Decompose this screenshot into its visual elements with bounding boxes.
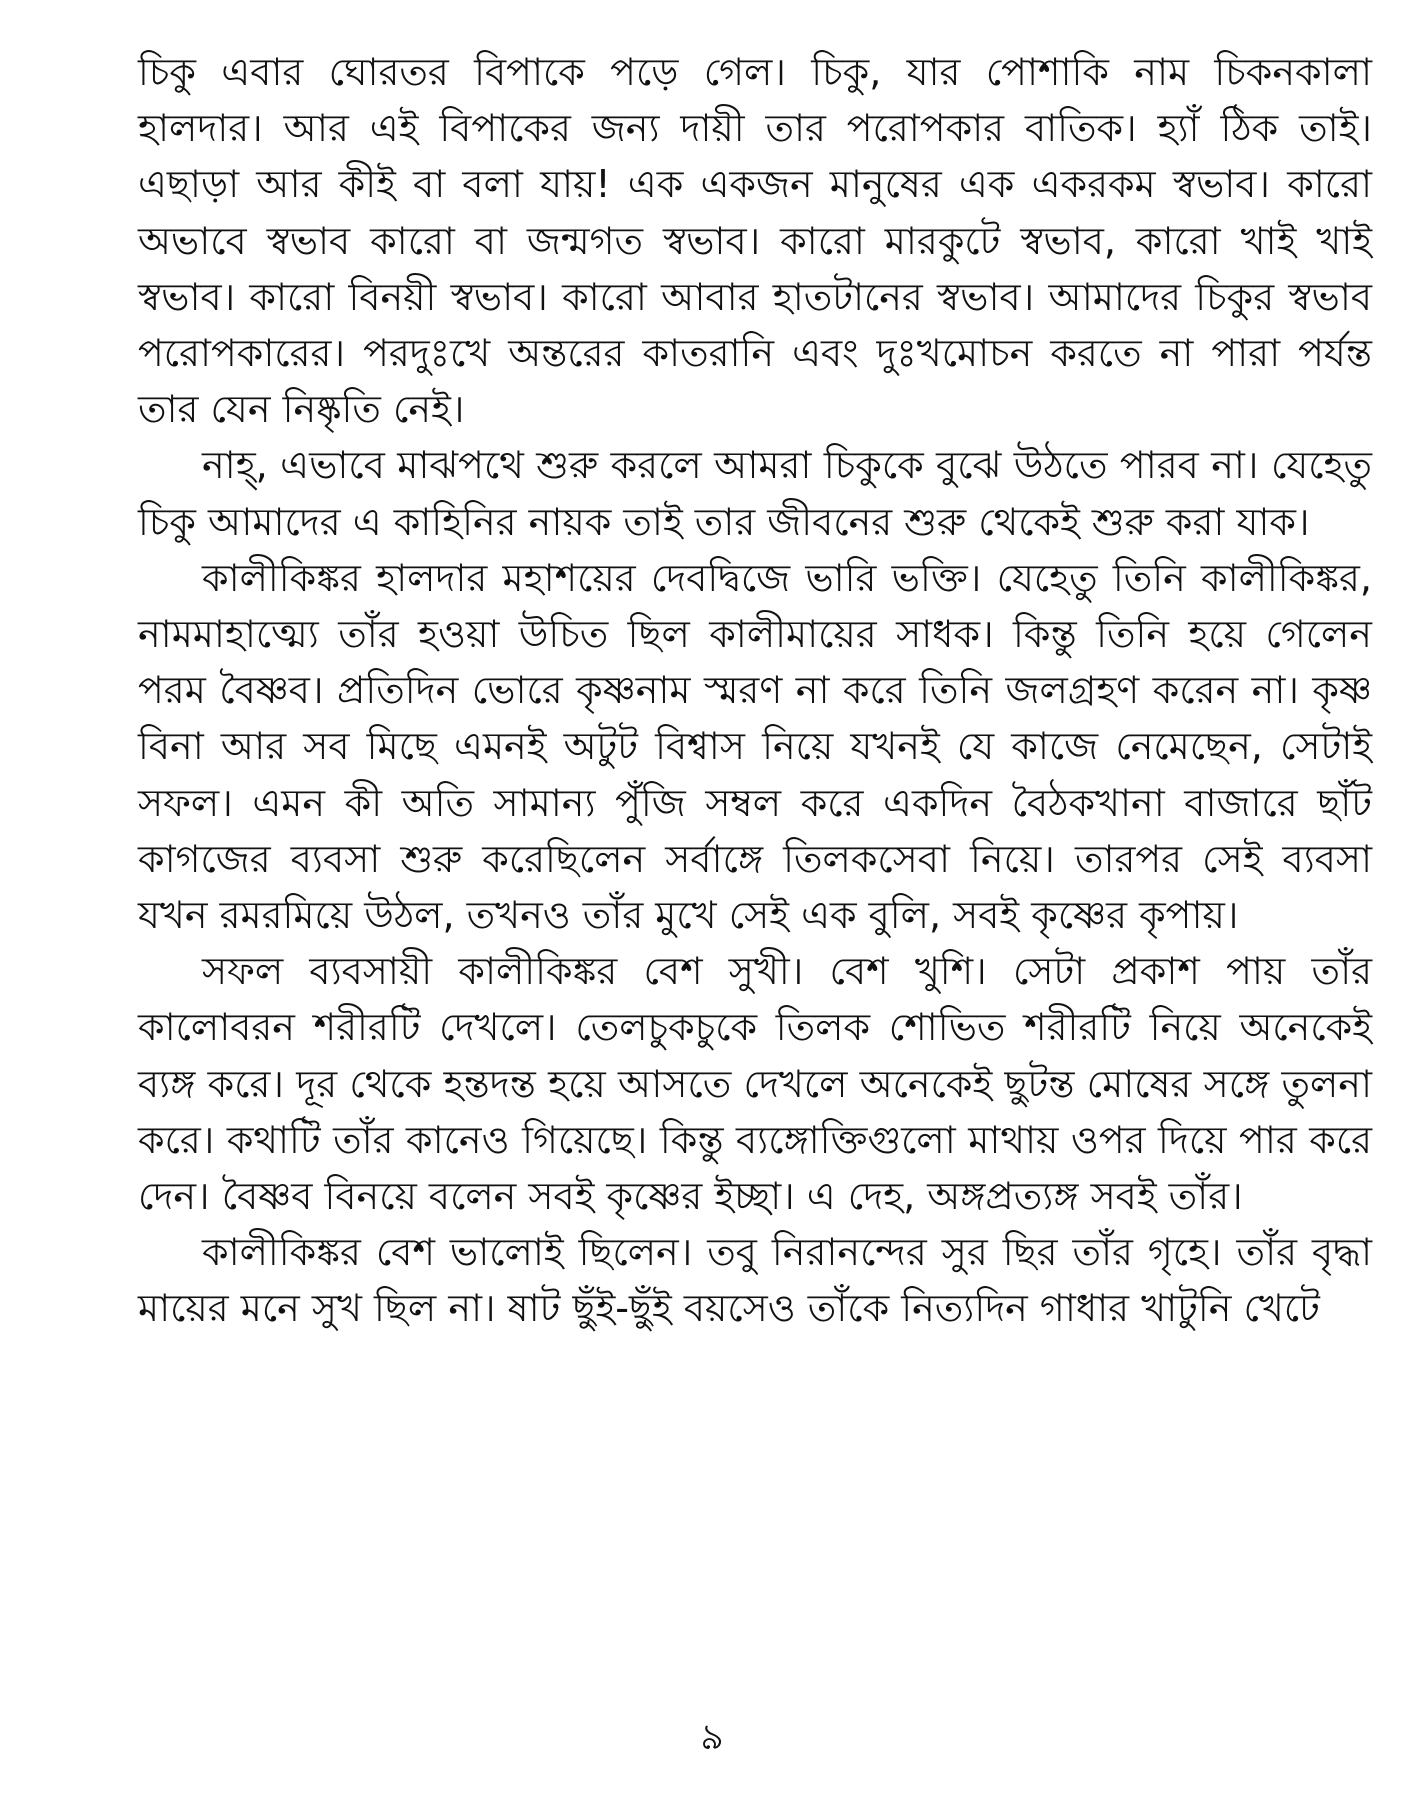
paragraph-1: চিকু এবার ঘোরতর বিপাকে পড়ে গেল। চিকু, যার পোশাকি নাম চিকনকালা হালদার। আর এই বিপাকের জন্য দায়ী তার পরোপকার বাতিক। হ্যাঁ ঠিক তাই। এছাড়া আর কীই বা বলা যায়! এক একজন মানুষের এক একরকম স্বভাব। কারো অভাবে স্বভাব কারো বা জন্মগত স্বভাব। কারো মারকুটে স্বভাব, কারো খাই খাই স্বভাব। কারো বিনয়ী স্বভাব। কারো আবার হাতটানের স্বভাব। আমাদের চিকুর স্বভাব পরোপকারের। পরদুঃখে অন্তরের কাতরানি এবং দুঃখমোচন করতে না পারা পর্যন্ত তার যেন নিষ্কৃতি নেই। [138,50,1372,432]
page-number: ৯ [700,1717,724,1758]
paragraph-2: নাহ্, এভাবে মাঝপথে শুরু করলে আমরা চিকুকে বুঝে উঠতে পারব না। যেহেতু চিকু আমাদের এ কাহিনির নায়ক তাই তার জীবনের শুরু থেকেই শুরু করা যাক। [138,443,1372,544]
paragraph-3: কালীকিঙ্কর হালদার মহাশয়ের দেবদ্বিজে ভারি ভক্তি। যেহেতু তিনি কালীকিঙ্কর, নামমাহাত্ম্যে তাঁর হওয়া উচিত ছিল কালীমায়ের সাধক। কিন্তু তিনি হয়ে গেলেন পরম বৈষ্ণব। প্রতিদিন ভোরে কৃষ্ণনাম স্মরণ না করে তিনি জলগ্রহণ করেন না। কৃষ্ণ বিনা আর সব মিছে এমনই অটুট বিশ্বাস নিয়ে যখনই যে কাজে নেমেছেন, সেটাই সফল। এমন কী অতি সামান্য পুঁজি সম্বল করে একদিন বৈঠকখানা বাজারে ছাঁট কাগজের ব্যবসা শুরু করেছিলেন সর্বাঙ্গে তিলকসেবা নিয়ে। তারপর সেই ব্যবসা যখন রমরমিয়ে উঠল, তখনও তাঁর মুখে সেই এক বুলি, সবই কৃষ্ণের কৃপায়। [138,555,1372,938]
paragraph-5: কালীকিঙ্কর বেশ ভালোই ছিলেন। তবু নিরানন্দের সুর ছির তাঁর গৃহে। তাঁর বৃদ্ধা মায়ের মনে সুখ ছিল না। ষাট ছুঁই-ছুঁই বয়সেও তাঁকে নিত্যদিন গাধার খাটুনি খেটে [138,1230,1372,1331]
paragraph-4: সফল ব্যবসায়ী কালীকিঙ্কর বেশ সুখী। বেশ খুশি। সেটা প্রকাশ পায় তাঁর কালোবরন শরীরটি দেখলে। তেলচুকচুকে তিলক শোভিত শরীরটি নিয়ে অনেকেই ব্যঙ্গ করে। দূর থেকে হন্তদন্ত হয়ে আসতে দেখলে অনেকেই ছুটন্ত মোষের সঙ্গে তুলনা করে। কথাটি তাঁর কানেও গিয়েছে। কিন্তু ব্যঙ্গোক্তিগুলো মাথায় ওপর দিয়ে পার করে দেন। বৈষ্ণব বিনয়ে বলেন সবই কৃষ্ণের ইচ্ছা। এ দেহ, অঙ্গপ্রত্যঙ্গ সবই তাঁর। [138,949,1372,1219]
body-text [138,44,1372,1337]
